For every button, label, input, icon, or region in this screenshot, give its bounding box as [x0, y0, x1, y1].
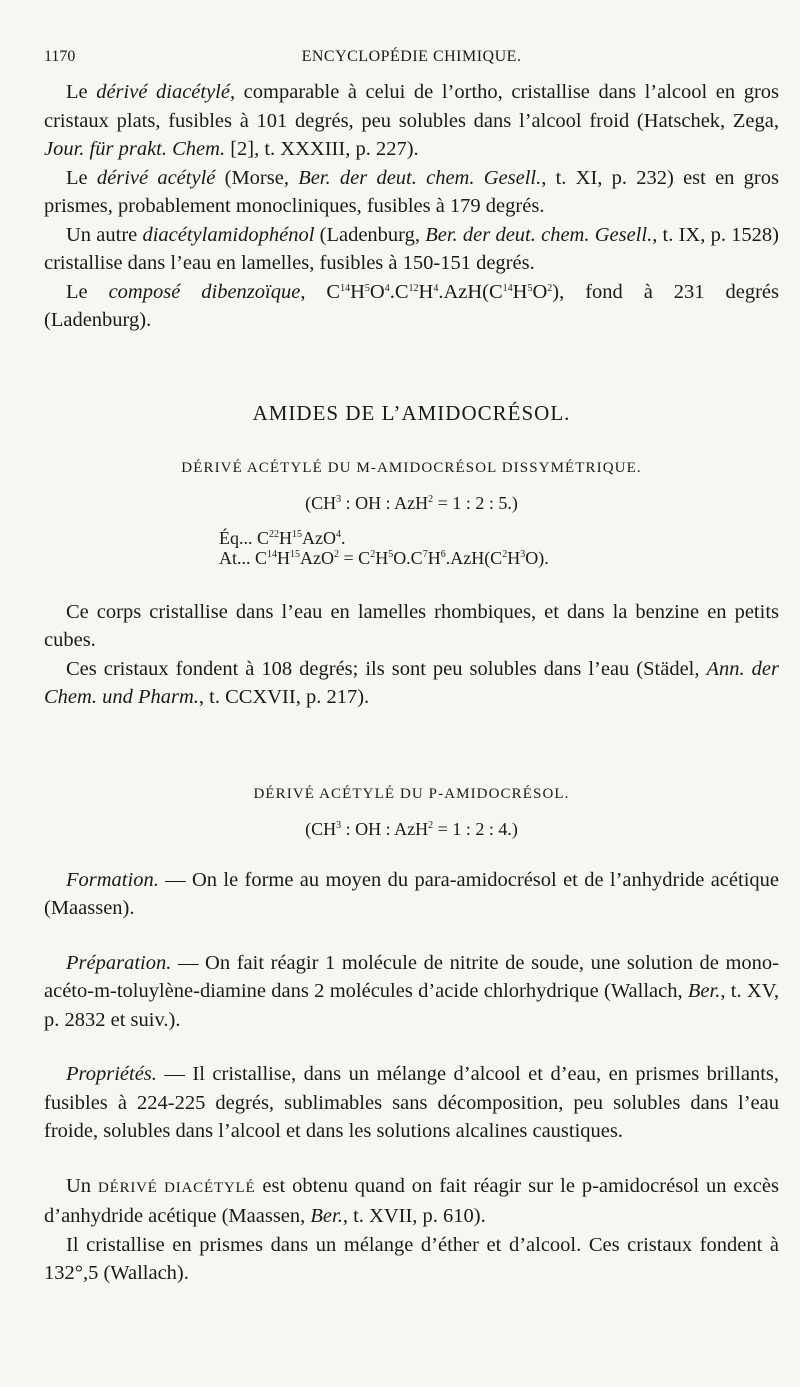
eq-formula: Éq... $C^{22}H^{15}AzO^4$.: [219, 527, 346, 548]
page: [44, 48, 779, 1288]
subsection-title-p-amidocresol: DÉRIVÉ ACÉTYLÉ DU P-AMIDOCRÉSOL.: [253, 785, 570, 802]
paragraph-diacetylamidophenol: Un autre diacétylamidophénol (Ladenburg, Ber. der deut. chem. Gesell., t. IX, p. 1528) cristallise dans l’eau en lamelles, fusibles à 150-151 degrés.: [44, 223, 779, 274]
paragraph-derive-diacetyle: Un DÉRIVÉ DIACÉTYLÉ est obtenu quand on fait réagir sur le p-amidocrésol un excès d’anhydride acétique (Maassen, Ber., t. XVII, p. 610).: [44, 1174, 779, 1227]
paragraph-dibenzoique: Le composé dibenzoïque, $C^{14}H^5O^4.C^{12}H^4.AzH(C^{14}H^5O^2)$, fond à 231 degrés (Ladenburg).: [44, 280, 779, 331]
paragraph-diacetyle-ortho: Le dérivé diacétylé, comparable à celui de l’ortho, cristallise dans l’alcool en gros cristaux plats, fusibles à 101 degrés, peu solubles dans l’alcool froid (Hatschek, Zega, Jour. für prakt. Chem. [2], t. XXXIII, p. 227).: [44, 81, 780, 160]
position-formula-p: ($CH^3$ : OH : AzH$^2$ = 1 : 2 : 4.): [305, 818, 518, 839]
paragraph-preparation: Préparation. — On fait réagir 1 molécule de nitrite de soude, une solution de mono-acéto-m-toluylène-diamine dans 2 molécules d’acide chlorhydrique (Wallach, Ber., t. XV, p. 2832 et suiv.).: [44, 951, 779, 1031]
at-formula: At... $C^{14}H^{15}AzO^2 = C^2H^5O.C^7H^6.AzH(C^2H^3O)$.: [219, 547, 549, 568]
running-header: [44, 48, 779, 78]
position-formula-m: ($CH^3$ : OH : AzH$^2$ = 1 : 2 : 5.): [305, 492, 518, 513]
subsection-title-m-amidocresol: DÉRIVÉ ACÉTYLÉ DU M-AMIDOCRÉSOL DISSYMÉTRIQUE.: [181, 459, 642, 476]
section-title: AMIDES DE L’AMIDOCRÉSOL.: [252, 400, 571, 425]
paragraph-formation: Formation. — On le forme au moyen du para-amidocrésol et de l’anhydride acétique (Maassen).: [44, 868, 779, 919]
equivalent-formulas: [219, 528, 779, 568]
paragraph-acetyle: Le dérivé acétylé (Morse, Ber. der deut. chem. Gesell., t. XI, p. 232) est en gros prismes, probablement monocliniques, fusibles à 179 degrés.: [44, 166, 779, 217]
page-number: 1170: [44, 48, 76, 65]
paragraph-last: Il cristallise en prismes dans un mélange d’éther et d’alcool. Ces cristaux fondent à 132°,5 (Wallach).: [44, 1233, 779, 1284]
paragraph-m-crystals: Ce corps cristallise dans l’eau en lamelles rhombiques, et dans la benzine en petits cubes.: [44, 600, 779, 651]
paragraph-m-melting: Ces cristaux fondent à 108 degrés; ils sont peu solubles dans l’eau (Städel, Ann. der Chem. und Pharm., t. CCXVII, p. 217).: [44, 657, 779, 708]
paragraph-proprietes: Propriétés. — Il cristallise, dans un mélange d’alcool et d’eau, en prismes brillants, fusibles à 224-225 degrés, sublimables sans décomposition, peu solubles dans l’eau froide, solubles dans l’alcool et dans les solutions alcalines caustiques.: [44, 1063, 779, 1142]
running-title: ENCYCLOPÉDIE CHIMIQUE.: [301, 48, 522, 65]
